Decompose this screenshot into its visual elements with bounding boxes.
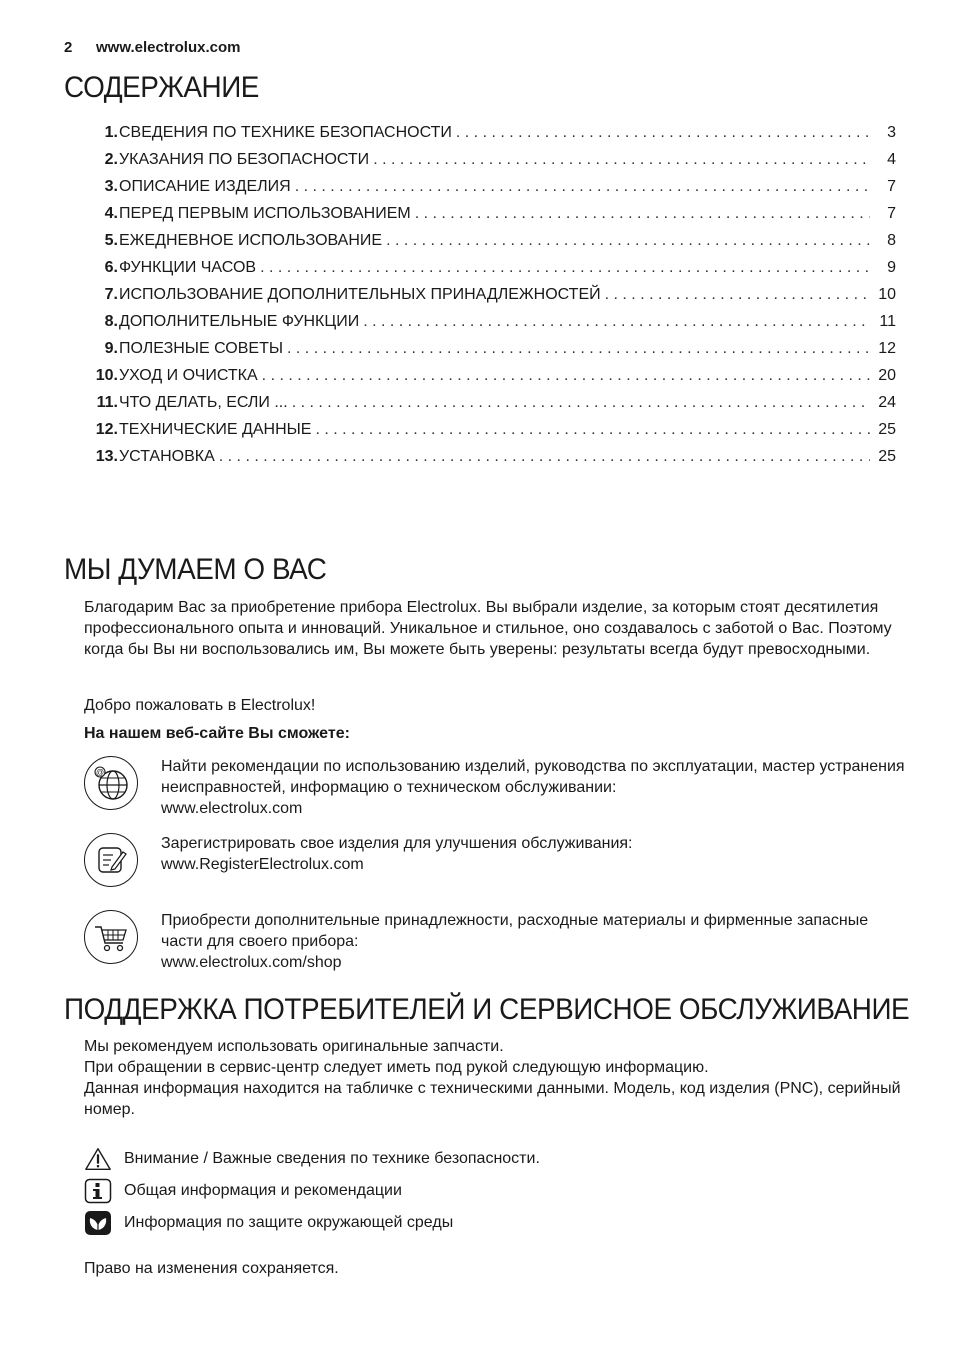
toc-item-number: 11. [96,394,118,411]
toc-item-page: 9 [887,259,896,276]
toc-item-page: 24 [878,394,896,411]
toc-leader [260,259,870,277]
toc-item[interactable] [84,232,896,259]
feature-link[interactable]: www.electrolux.com [161,800,303,817]
toc-item[interactable] [84,394,896,421]
toc-item-title: УКАЗАНИЯ ПО БЕЗОПАСНОСТИ [119,151,370,168]
toc-leader [363,313,870,331]
toc-item-title: ДОПОЛНИТЕЛЬНЫЕ ФУНКЦИИ [119,313,360,330]
toc-item-number: 13. [95,448,118,465]
shopping-cart-icon [84,910,138,964]
toc-leader [605,286,870,304]
toc-item-page: 7 [887,178,896,195]
toc-leader [386,232,870,250]
toc-item-number: 10. [95,367,118,384]
toc-item-page: 20 [878,367,896,384]
support-line: При обращении в сервис-центр следует иметь под рукой следующую информацию. [84,1059,709,1076]
toc-leader [262,367,870,385]
toc-item-page: 10 [878,286,896,303]
toc-item-title: ЕЖЕДНЕВНОЕ ИСПОЛЬЗОВАНИЕ [119,232,383,249]
toc-item-page: 25 [878,448,896,465]
toc-item-number: 8. [104,313,118,330]
toc-item-page: 7 [887,205,896,222]
toc-leader [219,448,870,466]
toc-item-number: 7. [104,286,118,303]
info-icon [84,1178,112,1204]
feature-text: Приобрести дополнительные принадлежности, расходные материалы и фирменные запасные части для своего прибора: [161,912,869,950]
feature-register [84,833,914,893]
feature-support [84,756,914,826]
legend-warning [84,1146,784,1174]
feature-text: Зарегистрировать свое изделия для улучшения обслуживания: [161,835,633,852]
toc-item-page: 11 [879,313,896,330]
toc-item[interactable] [84,151,896,178]
feature-link[interactable]: www.electrolux.com/shop [161,954,342,971]
toc-item-number: 3. [104,178,118,195]
toc-item[interactable] [84,448,896,475]
warning-icon [84,1146,112,1172]
toc-item-page: 12 [878,340,896,357]
feature-shop [84,910,914,976]
page-header [64,39,241,56]
toc-item-title: ТЕХНИЧЕСКИЕ ДАННЫЕ [119,421,312,438]
about-heading: МЫ ДУМАЕМ О ВАС [64,553,327,586]
toc-item-number: 12. [95,421,118,438]
toc-item[interactable] [84,124,896,151]
site-url[interactable]: www.electrolux.com [96,39,241,56]
toc-item-title: ФУНКЦИИ ЧАСОВ [119,259,257,276]
toc-item[interactable] [84,286,896,313]
toc-item-number: 1. [104,124,118,141]
toc-leader [287,340,870,358]
toc-leader [315,421,870,439]
support-line: Данная информация находится на табличке с техническими данными. Модель, код изделия (PNC), серийный номер. [84,1080,901,1118]
website-heading: На нашем веб-сайте Вы сможете: [84,725,350,742]
footer-note: Право на изменения сохраняется. [84,1260,339,1277]
toc-item[interactable] [84,367,896,394]
toc-leader [456,124,870,142]
legend-environment [84,1210,784,1238]
toc-item[interactable] [84,205,896,232]
toc-item[interactable] [84,313,896,340]
toc-item-page: 25 [878,421,896,438]
toc-leader [415,205,870,223]
toc-item-title: УХОД И ОЧИСТКА [119,367,258,384]
about-intro: Благодарим Вас за приобретение прибора Electrolux. Вы выбрали изделие, за которым стоят десятилетия профессионального опыта и инноваций. Уникальное и стильное, оно создавалось с заботой о Вас. Поэтому когда бы Вы ни воспользовались им, Вы можете быть уверены: результаты всегда будут превосходными. [84,599,892,658]
toc-leader [295,178,870,196]
support-heading: ПОДДЕРЖКА ПОТРЕБИТЕЛЕЙ И СЕРВИСНОЕ ОБСЛУЖИВАНИЕ [64,993,910,1026]
toc-item-page: 4 [887,151,896,168]
svg-text:@: @ [95,768,105,777]
legend-info [84,1178,784,1206]
toc-item-number: 5. [104,232,118,249]
toc-item-title: ИСПОЛЬЗОВАНИЕ ДОПОЛНИТЕЛЬНЫХ ПРИНАДЛЕЖНОСТЕЙ [119,286,601,303]
feature-text: Найти рекомендации по использованию изделий, руководства по эксплуатации, мастер устранения неисправностей, информацию о техническом обслуживании: [161,758,905,796]
legend-text: Общая информация и рекомендации [124,1182,402,1199]
toc-item-number: 9. [104,340,118,357]
toc-item-title: ПОЛЕЗНЫЕ СОВЕТЫ [119,340,284,357]
register-icon [84,833,138,887]
toc-item-number: 2. [104,151,118,168]
support-line: Мы рекомендуем использовать оригинальные запчасти. [84,1038,504,1055]
globe-icon [84,756,138,810]
toc-item[interactable] [84,259,896,286]
environment-icon [84,1210,112,1236]
support-text [84,1036,914,1120]
toc-leader [292,394,870,412]
toc-leader [373,151,870,169]
toc-item-title: ОПИСАНИЕ ИЗДЕЛИЯ [119,178,291,195]
feature-link[interactable]: www.RegisterElectrolux.com [161,856,364,873]
table-of-contents [84,124,896,475]
welcome-text: Добро пожаловать в Electrolux! [84,697,316,714]
toc-item-number: 6. [104,259,118,276]
legend-text: Информация по защите окружающей среды [124,1214,454,1231]
legend-text: Внимание / Важные сведения по технике безопасности. [124,1150,540,1167]
page-number: 2 [64,39,73,56]
toc-item-page: 3 [887,124,896,141]
toc-heading: СОДЕРЖАНИЕ [64,71,259,104]
toc-item-page: 8 [887,232,896,249]
toc-item[interactable] [84,178,896,205]
toc-item-title: УСТАНОВКА [119,448,215,465]
toc-item[interactable] [84,421,896,448]
toc-item-title: СВЕДЕНИЯ ПО ТЕХНИКЕ БЕЗОПАСНОСТИ [119,124,452,141]
toc-item-title: ПЕРЕД ПЕРВЫМ ИСПОЛЬЗОВАНИЕМ [119,205,411,222]
toc-item[interactable] [84,340,896,367]
toc-item-number: 4. [104,205,118,222]
toc-item-title: ЧТО ДЕЛАТЬ, ЕСЛИ ... [119,394,288,411]
